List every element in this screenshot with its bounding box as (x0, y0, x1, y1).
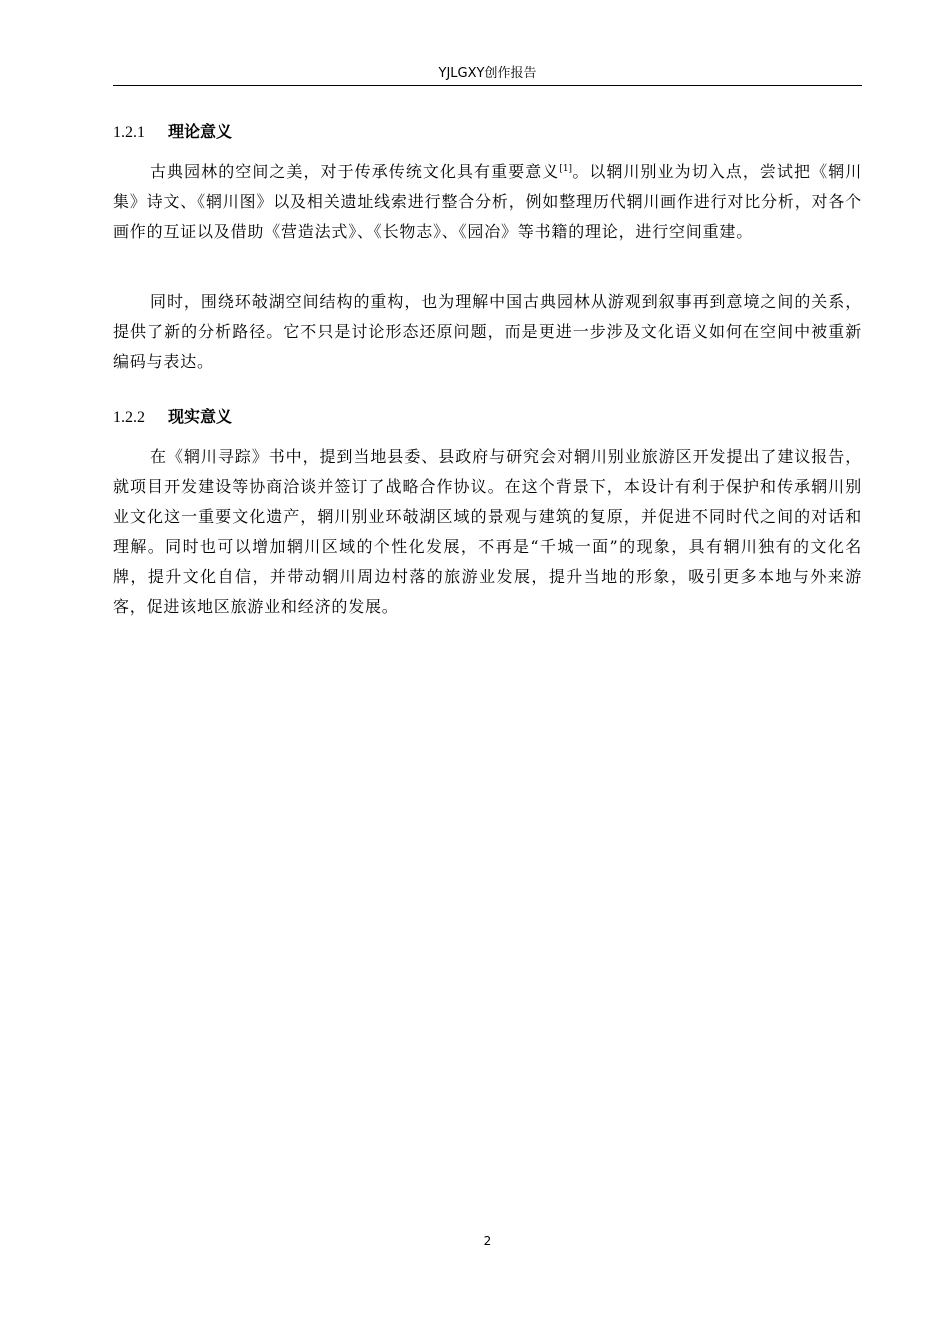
paragraph-text: 。以辋川别业为切入点，尝试把《辋川集》诗文、《辋川图》以及相关遗址线索进行整合分析，例如整理历代辋川画作进行对比分析，对各个画作的互证以及借助《营造法式》、《长物志》、《园冶》等书籍的理论，进行空间重建。 (113, 162, 862, 241)
paragraph-text: 古典园林的空间之美，对于传承传统文化具有重要意义 (150, 162, 560, 181)
paragraph-theory-2: 同时，围绕环攲湖空间结构的重构，也为理解中国古典园林从游观到叙事再到意境之间的关系，提供了新的分析路径。它不只是讨论形态还原问题，而是更进一步涉及文化语义如何在空间中被重新编码与表达。 (113, 292, 862, 371)
paragraph-practice-1: 在《辋川寻踪》书中，提到当地县委、县政府与研究会对辋川别业旅游区开发提出了建议报告，就项目开发建设等协商洽谈并签订了战略合作协议。在这个背景下，本设计有利于保护和传承辋川别业文化这一重要文化遗产，辋川别业环攲湖区域的景观与建筑的复原，并促进不同时代之间的对话和理解。同时也可以增加辋川区域的个性化发展，不再是“千城一面”的现象，具有辋川独有的文化名牌，提升文化自信，并带动辋川周边村落的旅游业发展，提升当地的形象，吸引更多本地与外来游客，促进该地区旅游业和经济的发展。 (113, 447, 862, 616)
header-divider (113, 85, 862, 86)
page-header: YJLGXY创作报告 (438, 66, 537, 81)
section-number: 1.2.2 (113, 409, 145, 426)
section-heading-1-2-1 (113, 120, 232, 145)
citation-marker: [1] (559, 164, 573, 174)
section-title: 理论意义 (168, 122, 233, 141)
section-title: 现实意义 (168, 407, 233, 426)
page-number: 2 (483, 1234, 492, 1248)
section-heading-1-2-2 (113, 405, 232, 430)
section-number: 1.2.1 (113, 124, 145, 141)
paragraph-theory-1 (113, 157, 862, 247)
